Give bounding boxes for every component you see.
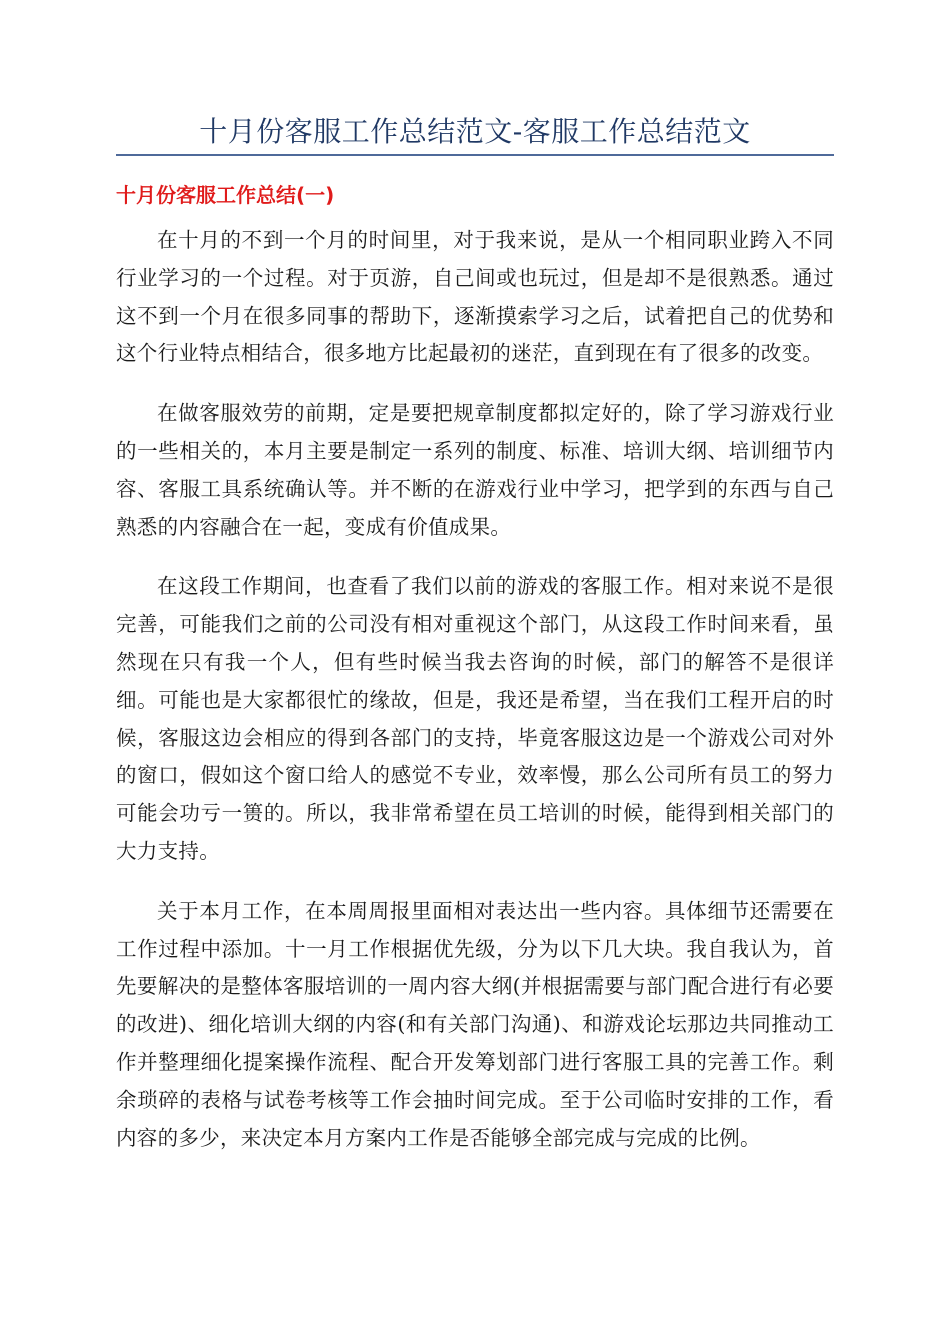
paragraph-4: 关于本月工作，在本周周报里面相对表达出一些内容。具体细节还需要在工作过程中添加。十一月工作根据优先级，分为以下几大块。我自我认为，首先要解决的是整体客服培训的一周内容大纲(并根据需要与部门配合进行有必要的改进)、细化培训大纲的内容(和有关部门沟通)、和游戏论坛那边共同推动工作并整理细化提案操作流程、配合开发筹划部门进行客服工具的完善工作。剩余琐碎的表格与试卷考核等工作会抽时间完成。至于公司临时安排的工作，看内容的多少，来决定本月方案内工作是否能够全部完成与完成的比例。: [116, 898, 834, 1150]
document-body: [116, 222, 834, 1179]
paragraph-2: 在做客服效劳的前期，定是要把规章制度都拟定好的，除了学习游戏行业的一些相关的，本月主要是制定一系列的制度、标准、培训大纲、培训细节内容、客服工具系统确认等。并不断的在游戏行业中学习，把学到的东西与自己熟悉的内容融合在一起，变成有价值成果。: [116, 401, 834, 539]
title-underline: [116, 154, 834, 156]
paragraph-3: 在这段工作期间，也查看了我们以前的游戏的客服工作。相对来说不是很完善，可能我们之前的公司没有相对重视这个部门，从这段工作时间来看，虽然现在只有我一个人，但有些时候当我去咨询的时候，部门的解答不是很详细。可能也是大家都很忙的缘故，但是，我还是希望，当在我们工程开启的时候，客服这边会相应的得到各部门的支持，毕竟客服这边是一个游戏公司对外的窗口，假如这个窗口给人的感觉不专业，效率慢，那么公司所有员工的努力可能会功亏一篑的。所以，我非常希望在员工培训的时候，能得到相关部门的大力支持。: [116, 574, 834, 863]
section-heading: 十月份客服工作总结(一): [116, 183, 335, 207]
document-title: 十月份客服工作总结范文-客服工作总结范文: [199, 115, 751, 148]
paragraph-1: 在十月的不到一个月的时间里，对于我来说，是从一个相同职业跨入不同行业学习的一个过程。对于页游，自己间或也玩过，但是却不是很熟悉。通过这不到一个月在很多同事的帮助下，逐渐摸索学习之后，试着把自己的优势和这个行业特点相结合，很多地方比起最初的迷茫，直到现在有了很多的改变。: [116, 228, 834, 366]
